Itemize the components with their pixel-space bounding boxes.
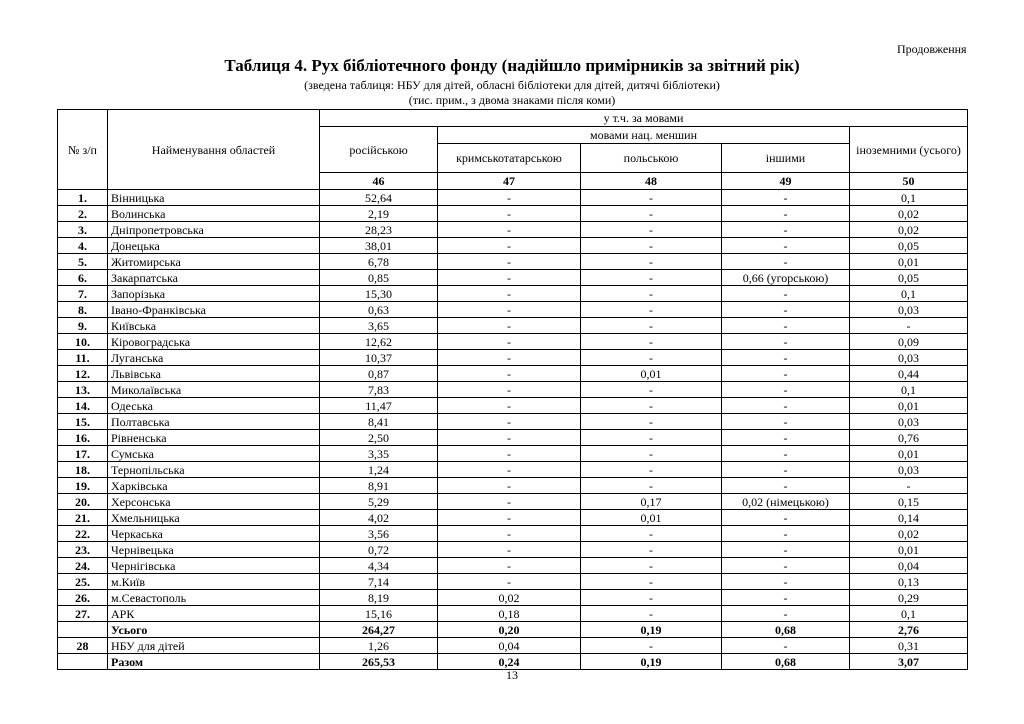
cell-polish: - bbox=[581, 574, 722, 590]
cell-other: - bbox=[722, 318, 850, 334]
cell-foreign: 0,02 bbox=[850, 222, 968, 238]
table-row bbox=[58, 510, 968, 526]
table-row bbox=[58, 254, 968, 270]
cell-crimean: - bbox=[438, 206, 581, 222]
header-foreign: іноземними (усього) bbox=[850, 127, 968, 173]
cell-crimean: 0,18 bbox=[438, 606, 581, 622]
cell-russian: 4,02 bbox=[320, 510, 438, 526]
cell-crimean: - bbox=[438, 270, 581, 286]
cell-num: 4. bbox=[58, 238, 108, 254]
cell-other: - bbox=[722, 526, 850, 542]
cell-crimean: - bbox=[438, 318, 581, 334]
page-title: Таблиця 4. Рух бібліотечного фонду (надійшло примірників за звітний рік) bbox=[224, 56, 800, 75]
cell-foreign: 0,04 bbox=[850, 558, 968, 574]
cell-crimean: - bbox=[438, 446, 581, 462]
cell-foreign: 0,1 bbox=[850, 606, 968, 622]
cell-region: Луганська bbox=[108, 350, 320, 366]
cell-region: Рівненська bbox=[108, 430, 320, 446]
cell-polish: - bbox=[581, 462, 722, 478]
cell-foreign: 0,31 bbox=[850, 638, 968, 654]
cell-crimean: - bbox=[438, 526, 581, 542]
cell-foreign: 0,1 bbox=[850, 382, 968, 398]
cell-other: - bbox=[722, 334, 850, 350]
cell-russian: 38,01 bbox=[320, 238, 438, 254]
cell-russian: 3,65 bbox=[320, 318, 438, 334]
cell-crimean: - bbox=[438, 350, 581, 366]
cell-other: - bbox=[722, 462, 850, 478]
cell-num: 21. bbox=[58, 510, 108, 526]
table-row bbox=[58, 286, 968, 302]
header-region: Найменування областей bbox=[108, 110, 320, 190]
cell-region: м.Київ bbox=[108, 574, 320, 590]
cell-russian: 11,47 bbox=[320, 398, 438, 414]
cell-other: - bbox=[722, 366, 850, 382]
page-number: 13 bbox=[506, 668, 518, 682]
cell-crimean: - bbox=[438, 494, 581, 510]
cell-num: 22. bbox=[58, 526, 108, 542]
cell-region: Полтавська bbox=[108, 414, 320, 430]
cell-region: Дніпропетровська bbox=[108, 222, 320, 238]
cell-other: - bbox=[722, 254, 850, 270]
cell-crimean: - bbox=[438, 366, 581, 382]
cell-foreign: 0,02 bbox=[850, 526, 968, 542]
cell-polish: - bbox=[581, 286, 722, 302]
cell-other: - bbox=[722, 478, 850, 494]
cell-polish: - bbox=[581, 350, 722, 366]
cell-region: Сумська bbox=[108, 446, 320, 462]
cell-region: Херсонська bbox=[108, 494, 320, 510]
library-fund-table bbox=[57, 109, 968, 670]
cell-num: 27. bbox=[58, 606, 108, 622]
table-row bbox=[58, 478, 968, 494]
cell-region: Житомирська bbox=[108, 254, 320, 270]
cell-num: 12. bbox=[58, 366, 108, 382]
cell-num: 14. bbox=[58, 398, 108, 414]
cell-russian: 7,14 bbox=[320, 574, 438, 590]
cell-foreign: 0,1 bbox=[850, 190, 968, 206]
cell-region: Разом bbox=[108, 654, 320, 670]
cell-russian: 2,19 bbox=[320, 206, 438, 222]
cell-num: 3. bbox=[58, 222, 108, 238]
cell-other: 0,66 (угорською) bbox=[722, 270, 850, 286]
cell-crimean: - bbox=[438, 222, 581, 238]
cell-russian: 15,30 bbox=[320, 286, 438, 302]
cell-region: Запорізька bbox=[108, 286, 320, 302]
cell-region: НБУ для дітей bbox=[108, 638, 320, 654]
cell-other: - bbox=[722, 222, 850, 238]
cell-other: - bbox=[722, 558, 850, 574]
cell-russian: 1,26 bbox=[320, 638, 438, 654]
cell-polish: - bbox=[581, 270, 722, 286]
cell-crimean: - bbox=[438, 286, 581, 302]
header-polish: польською bbox=[581, 144, 722, 173]
cell-russian: 28,23 bbox=[320, 222, 438, 238]
cell-polish: 0,01 bbox=[581, 510, 722, 526]
table-row bbox=[58, 462, 968, 478]
col-num-foreign: 50 bbox=[850, 173, 968, 190]
cell-foreign: 0,03 bbox=[850, 462, 968, 478]
table-row bbox=[58, 558, 968, 574]
cell-region: Миколаївська bbox=[108, 382, 320, 398]
cell-polish: 0,19 bbox=[581, 622, 722, 638]
cell-russian: 5,29 bbox=[320, 494, 438, 510]
cell-other: 0,68 bbox=[722, 654, 850, 670]
header-other: іншими bbox=[722, 144, 850, 173]
table-subtitle: (зведена таблиця: НБУ для дітей, обласні бібліотеки для дітей, дитячі бібліотеки) bbox=[304, 78, 720, 92]
cell-crimean: 0,04 bbox=[438, 638, 581, 654]
cell-num: 19. bbox=[58, 478, 108, 494]
cell-other: - bbox=[722, 574, 850, 590]
cell-foreign: 2,76 bbox=[850, 622, 968, 638]
cell-foreign: - bbox=[850, 318, 968, 334]
cell-russian: 0,63 bbox=[320, 302, 438, 318]
cell-polish: 0,17 bbox=[581, 494, 722, 510]
cell-num: 23. bbox=[58, 542, 108, 558]
cell-num: 1. bbox=[58, 190, 108, 206]
cell-crimean: - bbox=[438, 574, 581, 590]
cell-russian: 3,56 bbox=[320, 526, 438, 542]
cell-foreign: 0,13 bbox=[850, 574, 968, 590]
col-num-other: 49 bbox=[722, 173, 850, 190]
total-row bbox=[58, 622, 968, 638]
cell-crimean: - bbox=[438, 558, 581, 574]
cell-russian: 0,85 bbox=[320, 270, 438, 286]
cell-other: - bbox=[722, 542, 850, 558]
cell-russian: 2,50 bbox=[320, 430, 438, 446]
header-russian: російською bbox=[320, 127, 438, 173]
cell-polish: - bbox=[581, 238, 722, 254]
header-crimean: кримськотатарською bbox=[438, 144, 581, 173]
table-row bbox=[58, 542, 968, 558]
cell-foreign: 3,07 bbox=[850, 654, 968, 670]
cell-russian: 264,27 bbox=[320, 622, 438, 638]
cell-polish: 0,19 bbox=[581, 654, 722, 670]
cell-foreign: 0,76 bbox=[850, 430, 968, 446]
table-row bbox=[58, 302, 968, 318]
cell-russian: 7,83 bbox=[320, 382, 438, 398]
cell-crimean: - bbox=[438, 254, 581, 270]
cell-region: Кіровоградська bbox=[108, 334, 320, 350]
cell-russian: 15,16 bbox=[320, 606, 438, 622]
cell-other: - bbox=[722, 302, 850, 318]
table-body bbox=[58, 190, 968, 670]
cell-region: Черкаська bbox=[108, 526, 320, 542]
table-row bbox=[58, 270, 968, 286]
cell-foreign: 0,29 bbox=[850, 590, 968, 606]
cell-num: 8. bbox=[58, 302, 108, 318]
cell-polish: - bbox=[581, 558, 722, 574]
cell-polish: - bbox=[581, 526, 722, 542]
cell-num: 28 bbox=[58, 638, 108, 654]
cell-num: 11. bbox=[58, 350, 108, 366]
col-num-crimean: 47 bbox=[438, 173, 581, 190]
cell-num: 15. bbox=[58, 414, 108, 430]
cell-foreign: 0,09 bbox=[850, 334, 968, 350]
cell-foreign: 0,03 bbox=[850, 302, 968, 318]
table-row bbox=[58, 382, 968, 398]
table-row bbox=[58, 574, 968, 590]
cell-foreign: 0,05 bbox=[850, 238, 968, 254]
header-minorities: мовами нац. меншин bbox=[438, 127, 850, 144]
cell-polish: - bbox=[581, 382, 722, 398]
cell-crimean: - bbox=[438, 334, 581, 350]
cell-num: 6. bbox=[58, 270, 108, 286]
table-row bbox=[58, 350, 968, 366]
cell-other: - bbox=[722, 350, 850, 366]
cell-num: 13. bbox=[58, 382, 108, 398]
cell-polish: - bbox=[581, 206, 722, 222]
cell-region: Вінницька bbox=[108, 190, 320, 206]
cell-polish: - bbox=[581, 190, 722, 206]
cell-other: - bbox=[722, 590, 850, 606]
table-row bbox=[58, 590, 968, 606]
cell-foreign: 0,02 bbox=[850, 206, 968, 222]
cell-foreign: 0,01 bbox=[850, 446, 968, 462]
cell-other: - bbox=[722, 446, 850, 462]
table-row bbox=[58, 398, 968, 414]
cell-foreign: 0,44 bbox=[850, 366, 968, 382]
cell-region: Київська bbox=[108, 318, 320, 334]
cell-other: - bbox=[722, 286, 850, 302]
cell-region: Чернівецька bbox=[108, 542, 320, 558]
cell-polish: - bbox=[581, 478, 722, 494]
cell-crimean: - bbox=[438, 510, 581, 526]
cell-russian: 10,37 bbox=[320, 350, 438, 366]
cell-foreign: - bbox=[850, 478, 968, 494]
cell-russian: 0,72 bbox=[320, 542, 438, 558]
cell-russian: 1,24 bbox=[320, 462, 438, 478]
table-row bbox=[58, 366, 968, 382]
cell-num: 10. bbox=[58, 334, 108, 350]
cell-other: - bbox=[722, 638, 850, 654]
cell-crimean: 0,20 bbox=[438, 622, 581, 638]
cell-other: - bbox=[722, 414, 850, 430]
cell-num: 24. bbox=[58, 558, 108, 574]
cell-num bbox=[58, 622, 108, 638]
cell-foreign: 0,03 bbox=[850, 350, 968, 366]
cell-num: 18. bbox=[58, 462, 108, 478]
cell-polish: - bbox=[581, 414, 722, 430]
nbu-row bbox=[58, 638, 968, 654]
cell-polish: - bbox=[581, 590, 722, 606]
table-row bbox=[58, 318, 968, 334]
cell-russian: 3,35 bbox=[320, 446, 438, 462]
continued-label: Продовження bbox=[897, 42, 967, 56]
cell-other: - bbox=[722, 398, 850, 414]
header-incl-lang: у т.ч. за мовами bbox=[320, 110, 968, 127]
cell-region: Донецька bbox=[108, 238, 320, 254]
table-row bbox=[58, 190, 968, 206]
cell-foreign: 0,15 bbox=[850, 494, 968, 510]
cell-crimean: - bbox=[438, 478, 581, 494]
cell-region: Одеська bbox=[108, 398, 320, 414]
table-row bbox=[58, 222, 968, 238]
cell-russian: 8,41 bbox=[320, 414, 438, 430]
col-num-polish: 48 bbox=[581, 173, 722, 190]
cell-foreign: 0,14 bbox=[850, 510, 968, 526]
cell-num: 20. bbox=[58, 494, 108, 510]
cell-region: АРК bbox=[108, 606, 320, 622]
cell-crimean: 0,02 bbox=[438, 590, 581, 606]
cell-crimean: - bbox=[438, 382, 581, 398]
cell-other: - bbox=[722, 206, 850, 222]
cell-polish: 0,01 bbox=[581, 366, 722, 382]
table-row bbox=[58, 494, 968, 510]
cell-num: 5. bbox=[58, 254, 108, 270]
cell-region: Усього bbox=[108, 622, 320, 638]
cell-russian: 4,34 bbox=[320, 558, 438, 574]
cell-num: 26. bbox=[58, 590, 108, 606]
cell-crimean: - bbox=[438, 430, 581, 446]
cell-other: - bbox=[722, 382, 850, 398]
cell-region: Закарпатська bbox=[108, 270, 320, 286]
cell-region: Харківська bbox=[108, 478, 320, 494]
cell-other: - bbox=[722, 606, 850, 622]
table-header bbox=[58, 110, 968, 190]
cell-region: м.Севастополь bbox=[108, 590, 320, 606]
cell-foreign: 0,01 bbox=[850, 398, 968, 414]
cell-crimean: - bbox=[438, 302, 581, 318]
table-row bbox=[58, 430, 968, 446]
cell-russian: 52,64 bbox=[320, 190, 438, 206]
cell-num: 9. bbox=[58, 318, 108, 334]
cell-num: 17. bbox=[58, 446, 108, 462]
cell-russian: 265,53 bbox=[320, 654, 438, 670]
cell-polish: - bbox=[581, 638, 722, 654]
cell-crimean: - bbox=[438, 398, 581, 414]
cell-polish: - bbox=[581, 446, 722, 462]
cell-num: 7. bbox=[58, 286, 108, 302]
cell-russian: 12,62 bbox=[320, 334, 438, 350]
cell-region: Хмельницька bbox=[108, 510, 320, 526]
cell-other: - bbox=[722, 510, 850, 526]
cell-num: 16. bbox=[58, 430, 108, 446]
table-row bbox=[58, 206, 968, 222]
cell-other: - bbox=[722, 238, 850, 254]
cell-crimean: - bbox=[438, 414, 581, 430]
cell-polish: - bbox=[581, 222, 722, 238]
cell-other: 0,68 bbox=[722, 622, 850, 638]
cell-region: Волинська bbox=[108, 206, 320, 222]
cell-crimean: - bbox=[438, 190, 581, 206]
cell-crimean: 0,24 bbox=[438, 654, 581, 670]
cell-other: 0,02 (німецькою) bbox=[722, 494, 850, 510]
cell-russian: 0,87 bbox=[320, 366, 438, 382]
cell-foreign: 0,01 bbox=[850, 254, 968, 270]
cell-polish: - bbox=[581, 430, 722, 446]
table-row bbox=[58, 334, 968, 350]
cell-polish: - bbox=[581, 398, 722, 414]
cell-russian: 6,78 bbox=[320, 254, 438, 270]
cell-crimean: - bbox=[438, 238, 581, 254]
cell-polish: - bbox=[581, 254, 722, 270]
cell-polish: - bbox=[581, 334, 722, 350]
cell-polish: - bbox=[581, 606, 722, 622]
cell-region: Івано-Франківська bbox=[108, 302, 320, 318]
table-row bbox=[58, 238, 968, 254]
table-row bbox=[58, 414, 968, 430]
header-num: № з/п bbox=[58, 110, 108, 190]
cell-crimean: - bbox=[438, 462, 581, 478]
cell-region: Тернопільська bbox=[108, 462, 320, 478]
cell-region: Львівська bbox=[108, 366, 320, 382]
cell-polish: - bbox=[581, 302, 722, 318]
cell-polish: - bbox=[581, 318, 722, 334]
cell-other: - bbox=[722, 190, 850, 206]
cell-foreign: 0,03 bbox=[850, 414, 968, 430]
cell-russian: 8,19 bbox=[320, 590, 438, 606]
cell-region: Чернігівська bbox=[108, 558, 320, 574]
cell-num: 25. bbox=[58, 574, 108, 590]
table-row bbox=[58, 606, 968, 622]
cell-polish: - bbox=[581, 542, 722, 558]
table-units: (тис. прим., з двома знаками після коми) bbox=[408, 93, 616, 107]
cell-crimean: - bbox=[438, 542, 581, 558]
cell-foreign: 0,05 bbox=[850, 270, 968, 286]
cell-num: 2. bbox=[58, 206, 108, 222]
table-row bbox=[58, 446, 968, 462]
table-row bbox=[58, 526, 968, 542]
cell-other: - bbox=[722, 430, 850, 446]
cell-foreign: 0,01 bbox=[850, 542, 968, 558]
cell-russian: 8,91 bbox=[320, 478, 438, 494]
col-num-russian: 46 bbox=[320, 173, 438, 190]
cell-foreign: 0,1 bbox=[850, 286, 968, 302]
